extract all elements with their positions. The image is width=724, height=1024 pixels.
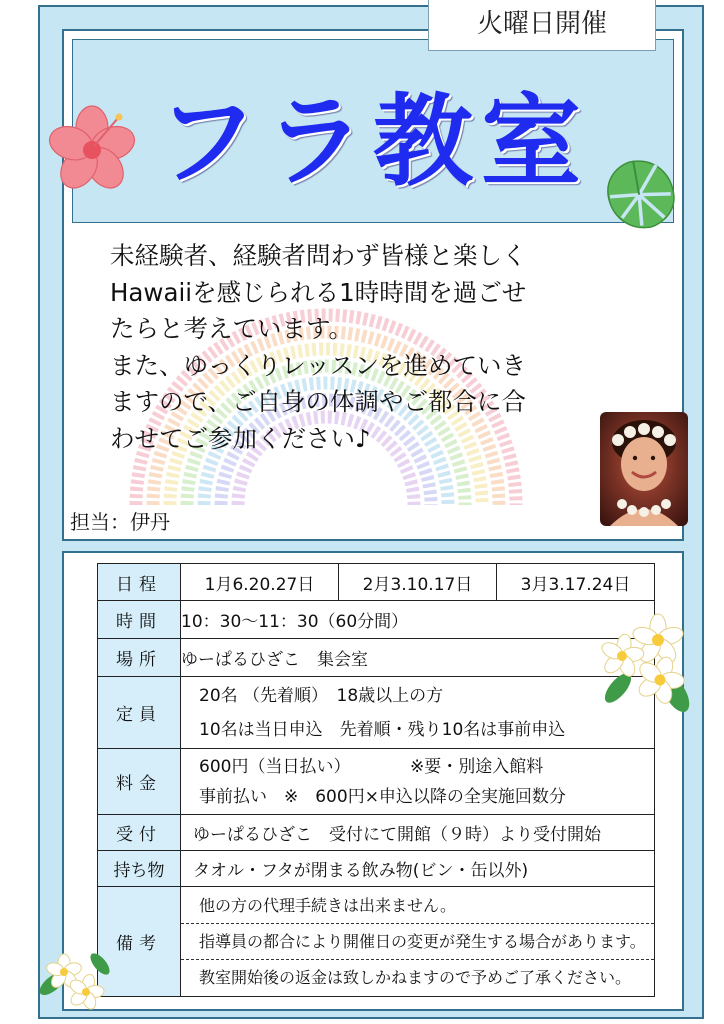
schedule-date: 3月3.17.24日	[496, 564, 654, 600]
belongings-label: 持ち物	[98, 851, 181, 887]
capacity-label: 定員	[98, 677, 181, 749]
schedule-date: 2月3.10.17日	[338, 564, 496, 600]
remark-line: 他の方の代理手続きは出来ません。	[199, 896, 456, 915]
table-row	[98, 749, 655, 815]
monstera-leaf-icon	[600, 150, 682, 232]
time-label: 時間	[98, 601, 181, 639]
place-value: ゆーぱるひざこ 集会室	[181, 639, 655, 677]
schedule-dates	[181, 564, 654, 600]
remark-line: 教室開始後の返金は致しかねますので予めご了承ください。	[181, 959, 654, 995]
fee-label: 料金	[98, 749, 181, 815]
intro-line: Hawaiiを感じられる1時時間を過ごせ	[110, 277, 527, 307]
belongings-value: タオル・フタが閉まる飲み物(ビン・缶以外)	[181, 851, 655, 887]
fee-line: 600円（当日払い） ※要・別途入館料	[199, 756, 544, 777]
time-value: 10：30～11：30（60分間）	[181, 601, 655, 639]
fee-line: 事前払い ※ 600円×申込以降の全実施回数分	[199, 786, 566, 807]
reception-label: 受付	[98, 815, 181, 851]
intro-line: たらと考えています。	[110, 314, 354, 344]
reception-value: ゆーぱるひざこ 受付にて開館（９時）より受付開始	[181, 815, 655, 851]
details-table	[97, 563, 655, 997]
remarks-label: 備考	[98, 887, 181, 997]
capacity-line: 10名は当日申込 先着順・残り10名は事前申込	[199, 719, 566, 740]
intro-line: わせてご参加ください♪	[110, 423, 371, 453]
intro-line: また、ゆっくりレッスンを進めていき	[110, 350, 527, 380]
instructor-name: 担当：伊丹	[70, 510, 170, 534]
table-row	[98, 639, 655, 677]
table-row	[98, 601, 655, 639]
intro-line: 未経験者、経験者問わず皆様と楽しく	[110, 241, 527, 270]
table-row	[98, 887, 655, 997]
place-label: 場所	[98, 639, 181, 677]
table-row	[98, 851, 655, 887]
plumeria-flowers-icon	[598, 610, 698, 714]
details-panel	[62, 551, 684, 1011]
day-tag: 火曜日開催	[428, 0, 656, 51]
table-row	[98, 677, 655, 749]
table-row	[98, 564, 655, 601]
intro-text	[110, 238, 620, 458]
remark-line: 指導員の都合により開催日の変更が発生する場合があります。	[181, 923, 654, 959]
hibiscus-icon	[46, 104, 138, 196]
intro-line: ますので、ご自身の体調やご都合に合	[110, 387, 527, 417]
schedule-label: 日程	[98, 564, 181, 601]
title-banner	[72, 39, 674, 223]
table-row	[98, 815, 655, 851]
schedule-date: 1月6.20.27日	[204, 574, 315, 595]
plumeria-flowers-icon	[40, 944, 112, 1010]
instructor-photo	[600, 412, 688, 526]
capacity-line: 20名 （先着順） 18歳以上の方	[199, 685, 444, 706]
page-title: フラ教室	[157, 83, 589, 200]
